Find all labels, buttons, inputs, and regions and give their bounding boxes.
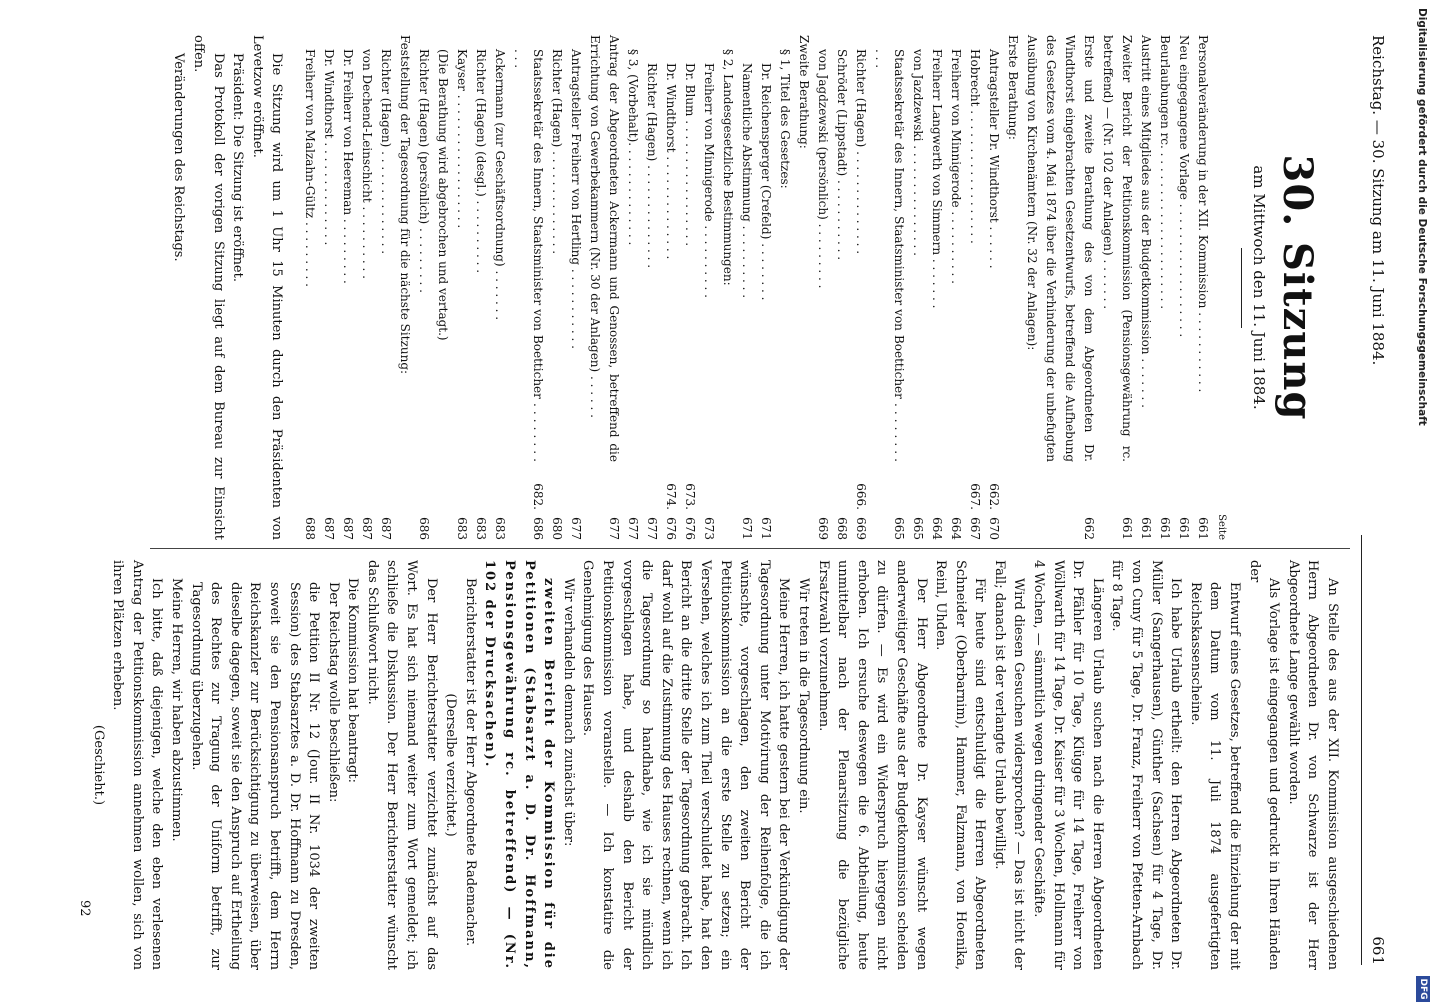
toc-row	[1155, 35, 1174, 540]
toc-entry-secondary-page	[414, 462, 433, 510]
toc-entry-text: Dr. Windthorst . . . . . . . . . . . . . .	[322, 49, 337, 246]
toc-row	[1136, 35, 1155, 540]
toc-row	[851, 35, 870, 540]
toc-entry-text: Freiherr von Malzahn-Gültz . . . . . . . . .	[303, 49, 318, 287]
header-title: Reichstag. — 30. Sitzung am 11. Juni 1884.	[1369, 35, 1387, 366]
toc-entry-text: Freiherr von Minnigerode . . . . . . . . . .	[949, 49, 964, 284]
toc-row	[490, 35, 509, 540]
toc-entry-secondary-page	[1136, 462, 1155, 510]
toc-entry-page: 687	[360, 517, 375, 540]
toc-entry-text: Richter (Hagen) (persönlich) . . . . . . . . .	[417, 49, 432, 293]
toc-entry-page: 688	[303, 517, 318, 540]
toc-row	[927, 35, 946, 540]
toc-entry-page: 664	[949, 517, 964, 540]
toc-entry-page	[395, 510, 414, 540]
toc-entry-page: 683	[493, 517, 508, 540]
toc-entry-page: 661	[1196, 517, 1211, 540]
toc-entry-secondary-page: 666.	[854, 483, 869, 510]
session-subtitle: am Mittwoch den 11. Juni 1884.	[1250, 165, 1268, 410]
toc-entry-page	[794, 510, 813, 540]
toc-entry-page: 676	[664, 517, 679, 540]
toc-row	[433, 35, 452, 540]
paragraph: Wir treten in die Tagesordnung ein.	[795, 578, 811, 814]
toc-entry-text: Beurlaubungen rc. . . . . . . . . . . . . . . . . . . . . .	[1158, 35, 1173, 310]
toc-entry-secondary-page	[433, 462, 452, 510]
toc-row	[547, 35, 566, 540]
paragraph: Meine Herren, wir haben abzustimmen.	[168, 578, 184, 842]
toc-row	[794, 35, 813, 540]
toc-entry-text: Richter (Hagen) . . . . . . . . . . . . . .	[645, 63, 660, 269]
toc-entry-text: Schröder (Lippstadt) . . . . . . . . . . .	[835, 49, 850, 261]
toc-entry-secondary-page	[471, 462, 490, 510]
toc-entry-page: 669	[816, 517, 831, 540]
toc-row	[965, 35, 984, 540]
table-of-contents	[300, 35, 1231, 540]
paragraph: Die Kommission hat beantragt:	[345, 578, 361, 783]
toc-entry-page: 680	[550, 517, 565, 540]
toc-entry-secondary-page: 667.	[968, 483, 983, 510]
paragraph: Ich habe Urlaub ertheilt: den Herren Abgeordneten Dr. Müller (Sangerhausen), Günther (Sachsen) für 4 Tage, Dr. von Cuny für 5 Tage, Dr. Franz, Freiherr von Pfetten-Arnbach für 8 Tage.	[1109, 560, 1184, 970]
toc-entry-text: Namentliche Abstimmung . . . . . . . . . .	[740, 63, 755, 299]
right-body-text	[88, 560, 1342, 970]
toc-entry-secondary-page	[319, 462, 338, 510]
toc-entry-text: Richter (Hagen) . . . . . . . . . . . . . .	[379, 49, 394, 255]
paragraph: Die Sitzung wird um 1 Uhr 15 Minuten durch den Präsidenten von Levetzow eröffnet.	[249, 35, 285, 540]
paragraph: Als Vorlage ist eingegangen und gedruckt in Ihren Händen der	[1246, 560, 1282, 970]
toc-entry-page: 667	[968, 517, 983, 540]
paragraph: Entwurf eines Gesetzes, betreffend die Einziehung der mit dem Datum vom 11. Juli 1874 ausgefertigten Reichskassenscheine.	[1187, 582, 1243, 970]
toc-row	[775, 35, 794, 540]
toc-entry-secondary-page: 662.	[987, 483, 1002, 510]
toc-entry-secondary-page	[566, 462, 585, 510]
stage-note: (Derselbe verzichtet.)	[443, 693, 459, 837]
sponsor-text: Digitalisierung gefördert durch die Deutsche Forschungsgemeinschaft	[1416, 8, 1428, 426]
toc-entry-text: Erste und zweite Berathung des von dem Abgeordneten Dr. Windthorst eingebrachten Gesetzentwurfs, betreffend die Aufhebung des Gesetzes vom 4. Mai 1874 über die Verhinderung der unbefugten Ausübung von Kirchenämtern (Nr. 32 der Anlagen):	[1025, 35, 1097, 462]
toc-row	[718, 35, 737, 540]
agenda-item-heading: zweiten Bericht der Kommission für die Petitionen (Stabsarzt a. D. Dr. Hoffmann, Pensionsgewährung rc. betreffend) — (Nr. 102 der Drucksachen).	[482, 560, 557, 970]
toc-entry-secondary-page	[927, 462, 946, 510]
toc-entry-secondary-page	[775, 462, 794, 510]
toc-entry-page: 687	[379, 517, 394, 540]
toc-entry-page: 673	[702, 517, 717, 540]
toc-entry-text: Freiherr von Minnigerode . . . . . . . . . .	[702, 63, 717, 298]
toc-entry-page: 661	[1177, 517, 1192, 540]
toc-entry-text: Neu eingegangene Vorlage . . . . . . . . . . . . . . . . . .	[1177, 35, 1192, 338]
paragraph: An Stelle des aus der XII. Kommission ausgeschiedenen Herrn Abgeordneten Dr. von Schwarze ist der Herr Abgeordnete Lange gewählt worden.	[1285, 560, 1340, 970]
toc-entry-secondary-page	[1193, 462, 1212, 510]
toc-entry-text: Richter (Hagen) (desgl.) . . . . . . . . . .	[474, 49, 489, 274]
toc-row	[338, 35, 357, 540]
toc-entry-page	[718, 510, 737, 540]
stage-note: (Geschieht.)	[90, 724, 106, 806]
paragraph: Berichterstatter ist der Herr Abgeordnete Rademacher.	[462, 578, 478, 947]
toc-row	[984, 35, 1003, 540]
toc-row	[737, 35, 756, 540]
toc-entry-text: Kayser . . . . . . . . . . . . . . . . . .	[455, 49, 470, 229]
paragraph: Meine Herren, ich hatte gestern bei der Verkündigung der Tagesordnung unter Motivirung der Reihenfolge, die ich wünschte, vorgeschlagen, den zweiten Bericht der Petitionskommission an die erste Stelle zu setzen; ein Versehen, welches ich zum Theil verschuldet habe, hat den Bericht an die dritte Stelle der Tagesordnung gebracht. Ich darf wohl auf die Zustimmung des Hauses rechnen, wenn ich die Tagesordnung so handhabe, wie ich sie mündlich vorgeschlagen habe, und deshalb den Bericht der Petitionskommission voranstelle. — Ich konstatire die Genehmigung des Hauses.	[580, 560, 792, 970]
toc-row	[452, 35, 471, 540]
toc-row	[813, 35, 832, 540]
toc-entry-page	[1003, 510, 1022, 540]
paragraph: Wir verhandeln demnach zunächst über:	[560, 578, 576, 847]
toc-entry-page: 686	[531, 517, 546, 540]
toc-entry-secondary-page	[718, 462, 737, 510]
toc-entry-text: Richter (Hagen) . . . . . . . . . . . . . .	[854, 49, 869, 255]
toc-row	[623, 35, 642, 540]
toc-row	[566, 35, 585, 540]
toc-entry-page: 661	[1139, 517, 1154, 540]
toc-entry-secondary-page	[699, 462, 718, 510]
toc-entry-page: 687	[322, 517, 337, 540]
toc-entry-page: 676	[683, 517, 698, 540]
toc-column-head: Seite	[1216, 514, 1228, 540]
toc-entry-secondary-page	[794, 462, 813, 510]
toc-entry-secondary-page	[376, 462, 395, 510]
signature-mark: 92	[77, 900, 92, 917]
toc-entry-text: § 1, Titel des Gesetzes:	[778, 49, 793, 189]
toc-entry-secondary-page	[642, 462, 661, 510]
toc-entry-page: 686	[417, 517, 432, 540]
toc-entry-secondary-page	[1098, 462, 1136, 510]
toc-row	[471, 35, 490, 540]
toc-entry-secondary-page	[737, 462, 756, 510]
paragraph: Ich bitte, daß diejenigen, welche den eben verlesenen Antrag der Petitionskommission annehmen wollen, sich von ihren Plätzen erheben.	[110, 560, 165, 970]
toc-entry-page: 665	[911, 517, 926, 540]
toc-row	[357, 35, 376, 540]
toc-entry-secondary-page: 682.	[531, 483, 546, 510]
toc-entry-text: Feststellung der Tagesordnung für die nächste Sitzung:	[398, 35, 413, 375]
toc-entry-secondary-page	[832, 462, 851, 510]
toc-entry-secondary-page	[490, 462, 509, 510]
toc-entry-page: 677	[569, 517, 584, 540]
title-rule	[1241, 248, 1242, 328]
toc-row	[908, 35, 927, 540]
toc-entry-text: von Dechend-Leinschicht . . . . . . . . . .	[360, 49, 375, 279]
toc-entry-text: (Die Berathung wird abgebrochen und vertagt.)	[436, 49, 451, 341]
paragraph: Für heute sind entschuldigt die Herren Abgeordneten Schneider (Oberbarnim), Hammer, Falzmann, von Hoenika, Reinl, Uhden.	[933, 560, 988, 970]
toc-row	[680, 35, 699, 540]
toc-entry-text: Antrag der Abgeordneten Ackermann und Genossen, betreffend die Errichtung von Gewerbekammern (Nr. 30 der Anlagen) . . . . . .	[588, 35, 622, 462]
left-body-text	[169, 35, 287, 540]
toc-entry-secondary-page: 674.	[664, 483, 679, 510]
toc-entry-page: 677	[626, 517, 641, 540]
toc-row	[870, 35, 908, 540]
toc-entry-page: 677	[645, 517, 660, 540]
toc-entry-text: § 3, (Vorbehalt). . . . . . . . . . . . . .	[626, 49, 641, 246]
toc-row	[832, 35, 851, 540]
toc-entry-page: 687	[341, 517, 356, 540]
paragraph: die Petition II Nr. 12 (Jour. II Nr. 1034 der zweiten Session) des Stabsarztes a. D. Dr. Hoffmann zu Dresden, soweit sie den Pensionsanspruch betrifft, dem Herrn Reichskanzler zur Berücksichtigung zu überweisen, über dieselbe dagegen, soweit sie den Anspruch auf Ertheilung des Rechtes zur Tragung der Uniform betrifft, zur Tagesordnung überzugehen.	[188, 582, 322, 970]
paragraph: Wird diesen Gesuchen widersprochen? — Das ist nicht der Fall; danach ist der verlangte Urlaub bewilligt.	[991, 560, 1027, 970]
running-header	[1365, 35, 1387, 965]
toc-entry-secondary-page	[395, 462, 414, 510]
paragraph: Präsident: Die Sitzung ist eröffnet.	[230, 53, 246, 282]
paragraph: Das Protokoll der vorigen Sitzung liegt auf dem Bureau zur Einsicht offen.	[191, 35, 226, 540]
toc-row	[642, 35, 661, 540]
sponsor-strip	[1406, 8, 1432, 1008]
right-column	[88, 560, 1342, 970]
toc-row	[756, 35, 775, 540]
toc-entry-secondary-page	[1155, 462, 1174, 510]
toc-entry-page: 669	[854, 517, 869, 540]
toc-entry-page: 665	[892, 517, 907, 540]
toc-entry-text: Dr. Reichensperger (Crefeld) . . . . . . . .	[759, 63, 774, 301]
toc-entry-secondary-page	[585, 462, 623, 510]
toc-entry-secondary-page	[946, 462, 965, 510]
toc-row	[1003, 35, 1022, 540]
toc-entry-secondary-page	[547, 462, 566, 510]
toc-row	[661, 35, 680, 540]
session-title: 30. Sitzung	[1274, 154, 1321, 421]
toc-entry-page	[433, 510, 452, 540]
left-column	[169, 35, 1350, 540]
toc-row	[395, 35, 414, 540]
toc-entry-text: Antragsteller Dr. Windthorst . . . . . .	[987, 49, 1002, 269]
toc-row	[300, 35, 319, 540]
toc-entry-text: Dr. Windthorst . . . . . . . . . . . . . .	[664, 63, 679, 260]
toc-entry-text: Erste Berathung:	[1006, 35, 1021, 140]
toc-entry-page: 683	[455, 517, 470, 540]
column-divider	[150, 548, 1350, 549]
toc-row	[1098, 35, 1136, 540]
toc-entry-text: von Jagdzewski (persönlich) . . . . . . . . .	[816, 49, 831, 289]
toc-row	[585, 35, 623, 540]
toc-entry-text: Freiherr Langwerth von Simmern . . . . . . .	[930, 49, 945, 309]
toc-row	[1022, 35, 1098, 540]
toc-row	[319, 35, 338, 540]
toc-entry-text: Dr. Blum . . . . . . . . . . . . . . . . .	[683, 63, 698, 247]
toc-entry-page: 664	[930, 517, 945, 540]
toc-entry-secondary-page	[623, 462, 642, 510]
toc-entry-text: Staatssekretär des Innern, Staatsminister von Boetticher . . . . . . . . . . .	[512, 49, 546, 462]
toc-entry-text: Ackermann (zur Geschäftsordnung) . . . . . . .	[493, 49, 508, 321]
paragraph: Der Herr Abgeordnete Dr. Kayser wünscht wegen anderweitiger Geschäfte aus der Budgetkommission scheiden zu dürfen. — Es wird ein Widerspruch hiergegen nicht erhoben. Ich ersuche deswegen die 6. Abtheilung, heute unmittelbar nach der Plenarsitzung die bezügliche Ersatzwahl vorzunehmen.	[815, 560, 929, 970]
paragraph: Der Reichstag wolle beschließen:	[325, 582, 341, 803]
toc-entry-secondary-page	[908, 462, 927, 510]
toc-entry-secondary-page	[1022, 462, 1098, 510]
toc-row	[414, 35, 433, 540]
toc-entry-secondary-page	[756, 462, 775, 510]
toc-entry-page	[775, 510, 794, 540]
toc-row	[699, 35, 718, 540]
dfg-logo-icon: DFG	[1416, 976, 1430, 1002]
paragraph: Längeren Urlaub suchen nach die Herren Abgeordneten Dr. Pfähler für 10 Tage, Klügge für 14 Tage, Freiherr von Wöllwarth für 14 Tage, Dr. Kaiser für 3 Wochen, Hollmann für 4 Wochen, — sämmtlich wegen dringender Geschäfte.	[1031, 560, 1105, 970]
toc-row	[509, 35, 547, 540]
toc-entry-text: Austritt eines Mitgliedes aus der Budgetkommission . . . . . . .	[1139, 35, 1154, 408]
toc-entry-page: 683	[474, 517, 489, 540]
page-number: 661	[1369, 936, 1387, 965]
toc-entry-text: Richter (Hagen) . . . . . . . . . . . . . .	[550, 49, 565, 255]
toc-entry-page: 662	[1082, 517, 1097, 540]
toc-entry-secondary-page	[300, 462, 319, 510]
toc-entry-secondary-page	[1174, 462, 1193, 510]
toc-entry-secondary-page	[357, 462, 376, 510]
toc-row	[376, 35, 395, 540]
toc-entry-text: Hobrecht . . . . . . . . . . . . . . . . . .	[968, 49, 983, 244]
toc-entry-text: Staatssekretär des Innern, Staatsminister von Boetticher . . . . . . . . . . .	[873, 49, 907, 462]
toc-entry-page: 670	[987, 517, 1002, 540]
toc-entry-text: Zweiter Bericht der Petitionskommission (Pensionsgewährung rc. betreffend) — (Nr. 102 der Anlagen) . . . . . . .	[1101, 35, 1135, 462]
toc-entry-secondary-page	[813, 462, 832, 510]
toc-entry-text: Zweite Berathung:	[797, 35, 812, 149]
toc-row	[1174, 35, 1193, 540]
toc-entry-text: Personalveränderung in der XII. Kommission . . . . . . . . . . .	[1196, 35, 1211, 393]
toc-entry-secondary-page	[1003, 462, 1022, 510]
toc-entry-page: 671	[759, 517, 774, 540]
toc-entry-text: § 2, Landesgesetzliche Bestimmungen:	[721, 49, 736, 286]
toc-entry-text: von Jazdzewski . . . . . . . . . . . . . . .	[911, 49, 926, 256]
toc-entry-page: 668	[835, 517, 850, 540]
toc-entry-page: 677	[607, 517, 622, 540]
toc-entry-secondary-page	[452, 462, 471, 510]
toc-row	[946, 35, 965, 540]
toc-entry-secondary-page	[338, 462, 357, 510]
toc-entry-text: Dr. Freiherr von Heereman . . . . . . . . .	[341, 49, 356, 284]
toc-entry-page: 661	[1158, 517, 1173, 540]
paragraph: Der Herr Berichterstatter verzichtet zunächst auf das Wort. Es hat sich niemand weiter zum Wort gemeldet; ich schließe die Diskussion. Der Herr Berichterstatter wünscht das Schlußwort nicht.	[364, 560, 439, 970]
paragraph: Veränderungen des Reichstags.	[171, 53, 187, 262]
toc-entry-secondary-page	[870, 462, 908, 510]
header-rule	[1361, 535, 1362, 965]
toc-entry-text: Antragsteller Freiherr von Hertling . . . . . . . . . . .	[569, 49, 584, 349]
toc-entry-secondary-page: 673.	[683, 483, 698, 510]
toc-row	[1193, 35, 1212, 540]
toc-entry-page: 661	[1120, 517, 1135, 540]
toc-entry-page: 671	[740, 517, 755, 540]
